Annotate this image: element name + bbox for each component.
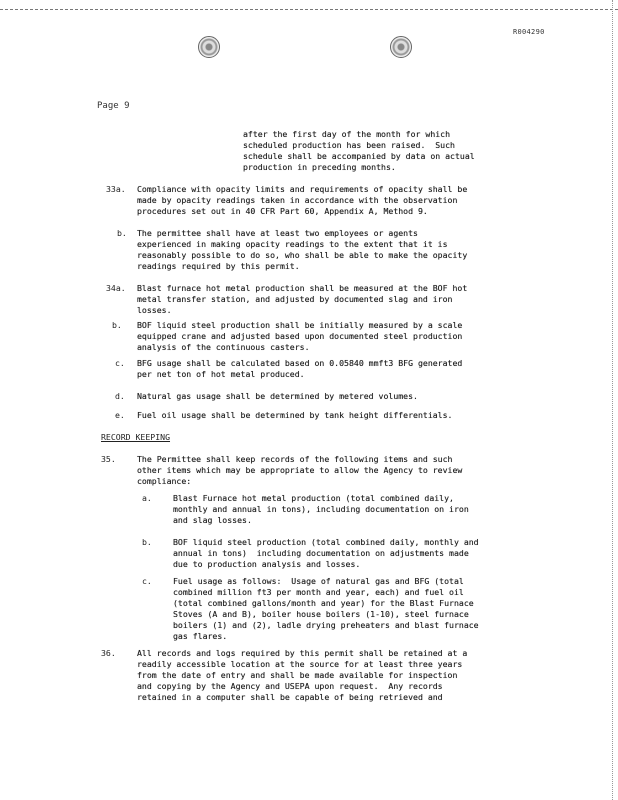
continuation-line: after the first day of the month for which bbox=[243, 129, 451, 139]
continuation-line: scheduled production has been raised. Such bbox=[243, 140, 455, 150]
item-line: readings required by this permit. bbox=[137, 261, 300, 271]
item-line: made by opacity readings taken in accordance with the observation bbox=[137, 195, 458, 205]
page-number: Page 9 bbox=[97, 101, 130, 111]
item-line: procedures set out in 40 CFR Part 60, Appendix A, Method 9. bbox=[137, 206, 428, 216]
continuation-line: production in preceding months. bbox=[243, 162, 396, 172]
item-number: 35. bbox=[101, 454, 116, 464]
item-line: All records and logs required by this permit shall be retained at a bbox=[137, 648, 468, 658]
sub-item-line: annual in tons) including documentation on adjustments made bbox=[173, 548, 469, 558]
sub-item-line: Fuel usage as follows: Usage of natural gas and BFG (total bbox=[173, 576, 464, 586]
item-line: from the date of entry and shall be made available for inspection bbox=[137, 670, 458, 680]
item-line: retained in a computer shall be capable of being retrieved and bbox=[137, 692, 443, 702]
item-line: reasonably possible to do so, who shall be able to make the opacity bbox=[137, 250, 468, 260]
item-line: per net ton of hot metal produced. bbox=[137, 369, 305, 379]
item-number: b. bbox=[112, 320, 122, 330]
item-number: 36. bbox=[101, 648, 116, 658]
item-line: experienced in making opacity readings to the extent that it is bbox=[137, 239, 448, 249]
scan-edge-top bbox=[0, 9, 618, 10]
sub-item-number: b. bbox=[142, 537, 152, 547]
sub-item-line: BOF liquid steel production (total combined daily, monthly and bbox=[173, 537, 479, 547]
item-line: BOF liquid steel production shall be initially measured by a scale bbox=[137, 320, 463, 330]
item-line: The permittee shall have at least two employees or agents bbox=[137, 228, 418, 238]
item-number: b. bbox=[117, 228, 127, 238]
item-line: and copying by the Agency and USEPA upon request. Any records bbox=[137, 681, 443, 691]
item-line: other items which may be appropriate to allow the Agency to review bbox=[137, 465, 463, 475]
sub-item-line: (total combined gallons/month and year) for the Blast Furnace bbox=[173, 598, 474, 608]
item-line: Natural gas usage shall be determined by metered volumes. bbox=[137, 391, 418, 401]
sub-item-line: combined million ft3 per month and year, each) and fuel oil bbox=[173, 587, 464, 597]
scan-edge-right bbox=[612, 0, 613, 800]
sub-item-line: Stoves (A and B), boiler house boilers (1-10), steel furnace bbox=[173, 609, 469, 619]
item-number: 34a. bbox=[106, 283, 126, 293]
item-line: readily accessible location at the source for at least three years bbox=[137, 659, 463, 669]
document-id: R004290 bbox=[513, 28, 545, 36]
sub-item-line: gas flares. bbox=[173, 631, 228, 641]
item-number: 33a. bbox=[106, 184, 126, 194]
item-line: analysis of the continuous casters. bbox=[137, 342, 310, 352]
seal-right-icon bbox=[390, 36, 412, 58]
section-heading: RECORD KEEPING bbox=[101, 432, 171, 442]
item-line: losses. bbox=[137, 305, 172, 315]
item-line: Fuel oil usage shall be determined by tank height differentials. bbox=[137, 410, 453, 420]
item-line: equipped crane and adjusted based upon documented steel production bbox=[137, 331, 463, 341]
sub-item-number: c. bbox=[142, 576, 152, 586]
continuation-line: schedule shall be accompanied by data on actual bbox=[243, 151, 475, 161]
sub-item-number: a. bbox=[142, 493, 152, 503]
seal-left-icon bbox=[198, 36, 220, 58]
item-line: metal transfer station, and adjusted by documented slag and iron bbox=[137, 294, 453, 304]
item-line: compliance: bbox=[137, 476, 192, 486]
item-line: The Permittee shall keep records of the following items and such bbox=[137, 454, 453, 464]
item-line: Compliance with opacity limits and requirements of opacity shall be bbox=[137, 184, 468, 194]
sub-item-line: monthly and annual in tons), including documentation on iron bbox=[173, 504, 469, 514]
sub-item-line: due to production analysis and losses. bbox=[173, 559, 361, 569]
item-number: e. bbox=[115, 410, 125, 420]
item-line: Blast furnace hot metal production shall be measured at the BOF hot bbox=[137, 283, 468, 293]
sub-item-line: and slag losses. bbox=[173, 515, 252, 525]
item-number: d. bbox=[115, 391, 125, 401]
item-number: c. bbox=[115, 358, 125, 368]
sub-item-line: Blast Furnace hot metal production (total combined daily, bbox=[173, 493, 454, 503]
item-line: BFG usage shall be calculated based on 0.05840 mmft3 BFG generated bbox=[137, 358, 463, 368]
sub-item-line: boilers (1) and (2), ladle drying preheaters and blast furnace bbox=[173, 620, 479, 630]
